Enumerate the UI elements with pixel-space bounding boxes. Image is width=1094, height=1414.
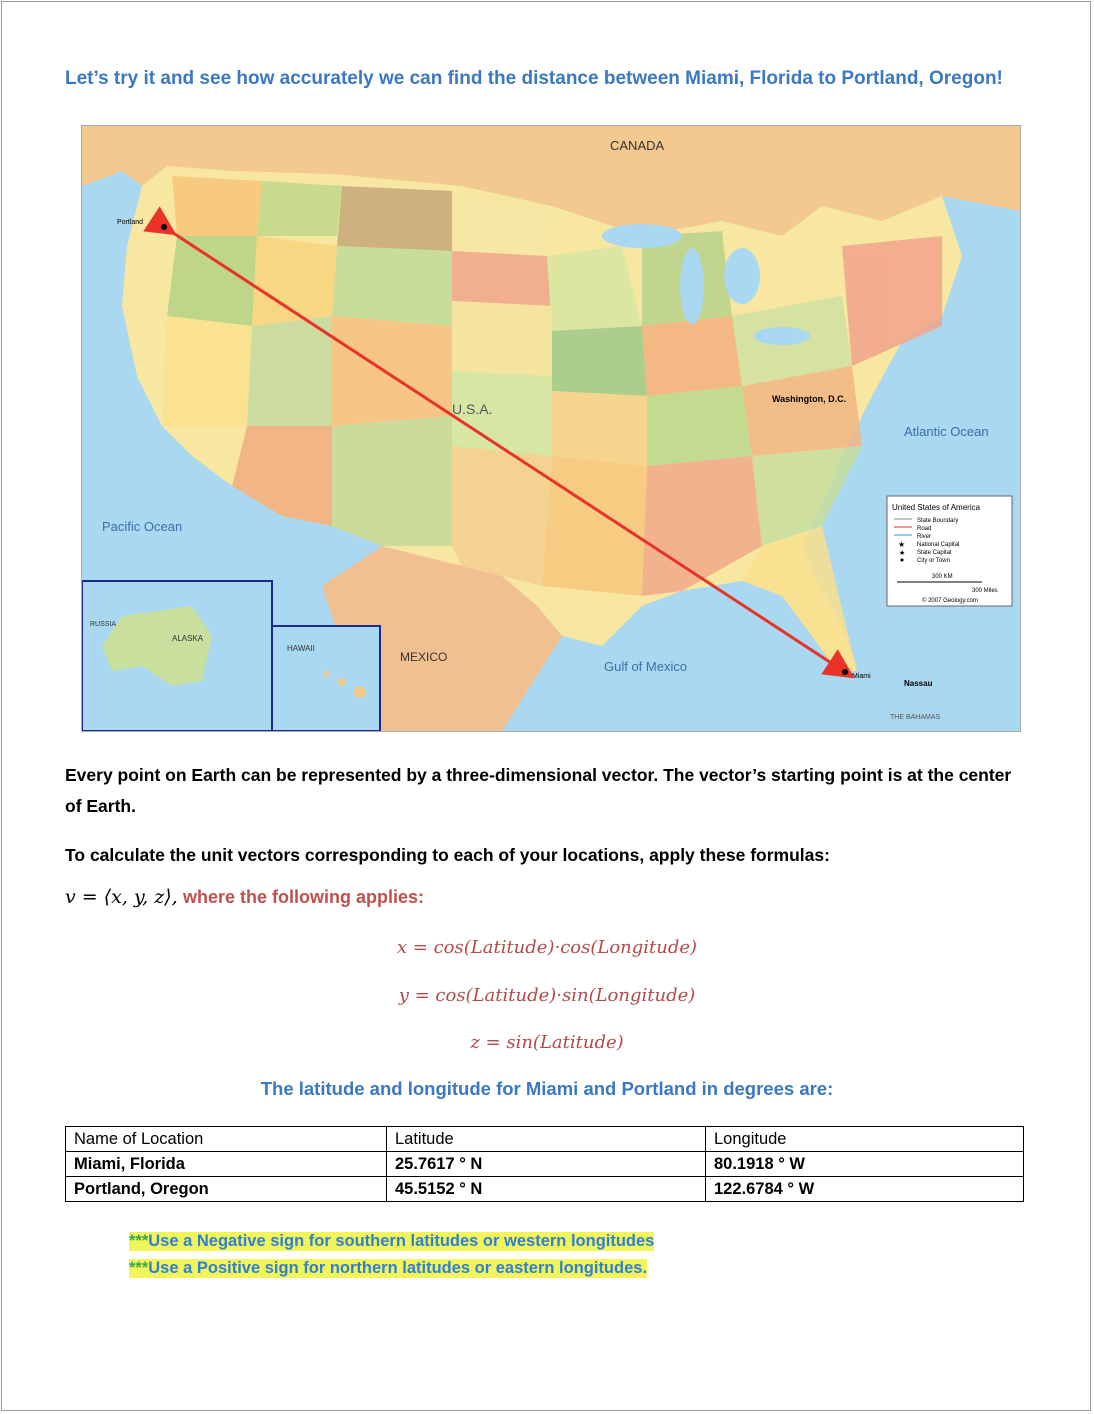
nassau-label: Nassau <box>904 679 933 688</box>
table-cell: Miami, Florida <box>66 1152 387 1177</box>
legend-item: City or Town <box>917 558 950 564</box>
hawaii-label: HAWAII <box>287 644 315 653</box>
legend-title: United States of America <box>892 503 981 512</box>
page-heading: Let’s try it and see how accurately we can find the distance between Miami, Florida to Portland, Oregon! <box>65 68 1003 89</box>
formula-x: x = cos(Latitude)·cos(Longitude) <box>396 937 698 958</box>
gulf-label: Gulf of Mexico <box>604 659 688 674</box>
map-graphic <box>82 126 1020 731</box>
hawaii-inset <box>272 626 380 731</box>
usa-label: U.S.A. <box>452 401 493 417</box>
mexico-label: MEXICO <box>400 650 448 664</box>
legend-item: State Capital <box>917 550 952 556</box>
miami-label: Miami <box>852 673 871 680</box>
national-capital-icon: ★ <box>898 540 906 549</box>
coordinates-subheading: The latitude and longitude for Miami and Portland in degrees are: <box>260 1078 834 1099</box>
us-map <box>81 125 1021 732</box>
note-positive-sign <box>129 1259 647 1278</box>
legend-item: River <box>917 534 932 540</box>
state-capital-icon: ★ <box>899 550 906 557</box>
table-header-row <box>66 1127 1024 1152</box>
portland-label: Portland <box>117 219 144 226</box>
formulas-intro-paragraph: To calculate the unit vectors corresponding to each of your locations, apply these formulas: <box>65 845 830 865</box>
table-cell: 25.7617 ° N <box>387 1152 706 1177</box>
legend-credit: © 2007 Geology.com <box>922 598 979 604</box>
atlantic-label: Atlantic Ocean <box>904 424 989 439</box>
table-cell: Portland, Oregon <box>66 1177 387 1202</box>
table-header-cell: Latitude <box>387 1127 706 1152</box>
table-cell: 45.5152 ° N <box>387 1177 706 1202</box>
canada-label: CANADA <box>610 138 665 153</box>
vector-paragraph: Every point on Earth can be represented by a three-dimensional vector. The vector’s starting point is at the center of Earth. <box>65 765 1012 816</box>
note-stars: *** <box>129 1232 149 1250</box>
legend-item: National Capital <box>917 542 960 548</box>
table-row <box>66 1177 1024 1202</box>
city-icon <box>901 559 904 562</box>
miami-marker <box>842 669 848 675</box>
pacific-label: Pacific Ocean <box>102 519 183 534</box>
legend-item: Road <box>917 526 932 532</box>
note-negative-sign <box>129 1232 654 1251</box>
bahamas-label: THE BAHAMAS <box>890 714 941 721</box>
legend-item: State Boundary <box>917 518 959 524</box>
formula-z: z = sin(Latitude) <box>470 1032 624 1053</box>
alaska-label: ALASKA <box>172 634 204 643</box>
note-text: Use a Positive sign for northern latitudes or eastern longitudes. <box>148 1259 648 1277</box>
washington-label: Washington, D.C. <box>772 394 847 404</box>
coordinates-table <box>65 1126 1024 1202</box>
vector-definition: v = ⟨x, y, z⟩, <box>65 886 178 908</box>
formula-y: y = cos(Latitude)·sin(Longitude) <box>398 985 696 1006</box>
legend-scale-km: 300 KM <box>932 574 953 580</box>
legend-scale-mi: 300 Miles <box>972 588 998 594</box>
note-text: Use a Negative sign for southern latitudes or western longitudes <box>148 1232 655 1250</box>
portland-marker <box>161 224 167 230</box>
table-cell: 80.1918 ° W <box>706 1152 1024 1177</box>
note-stars: *** <box>129 1259 149 1277</box>
table-header-cell: Name of Location <box>66 1127 387 1152</box>
russia-label: RUSSIA <box>90 621 117 628</box>
vector-definition-line <box>65 886 424 909</box>
table-header-cell: Longitude <box>706 1127 1024 1152</box>
table-row <box>66 1152 1024 1177</box>
where-text: where the following applies: <box>182 887 425 907</box>
table-cell: 122.6784 ° W <box>706 1177 1024 1202</box>
